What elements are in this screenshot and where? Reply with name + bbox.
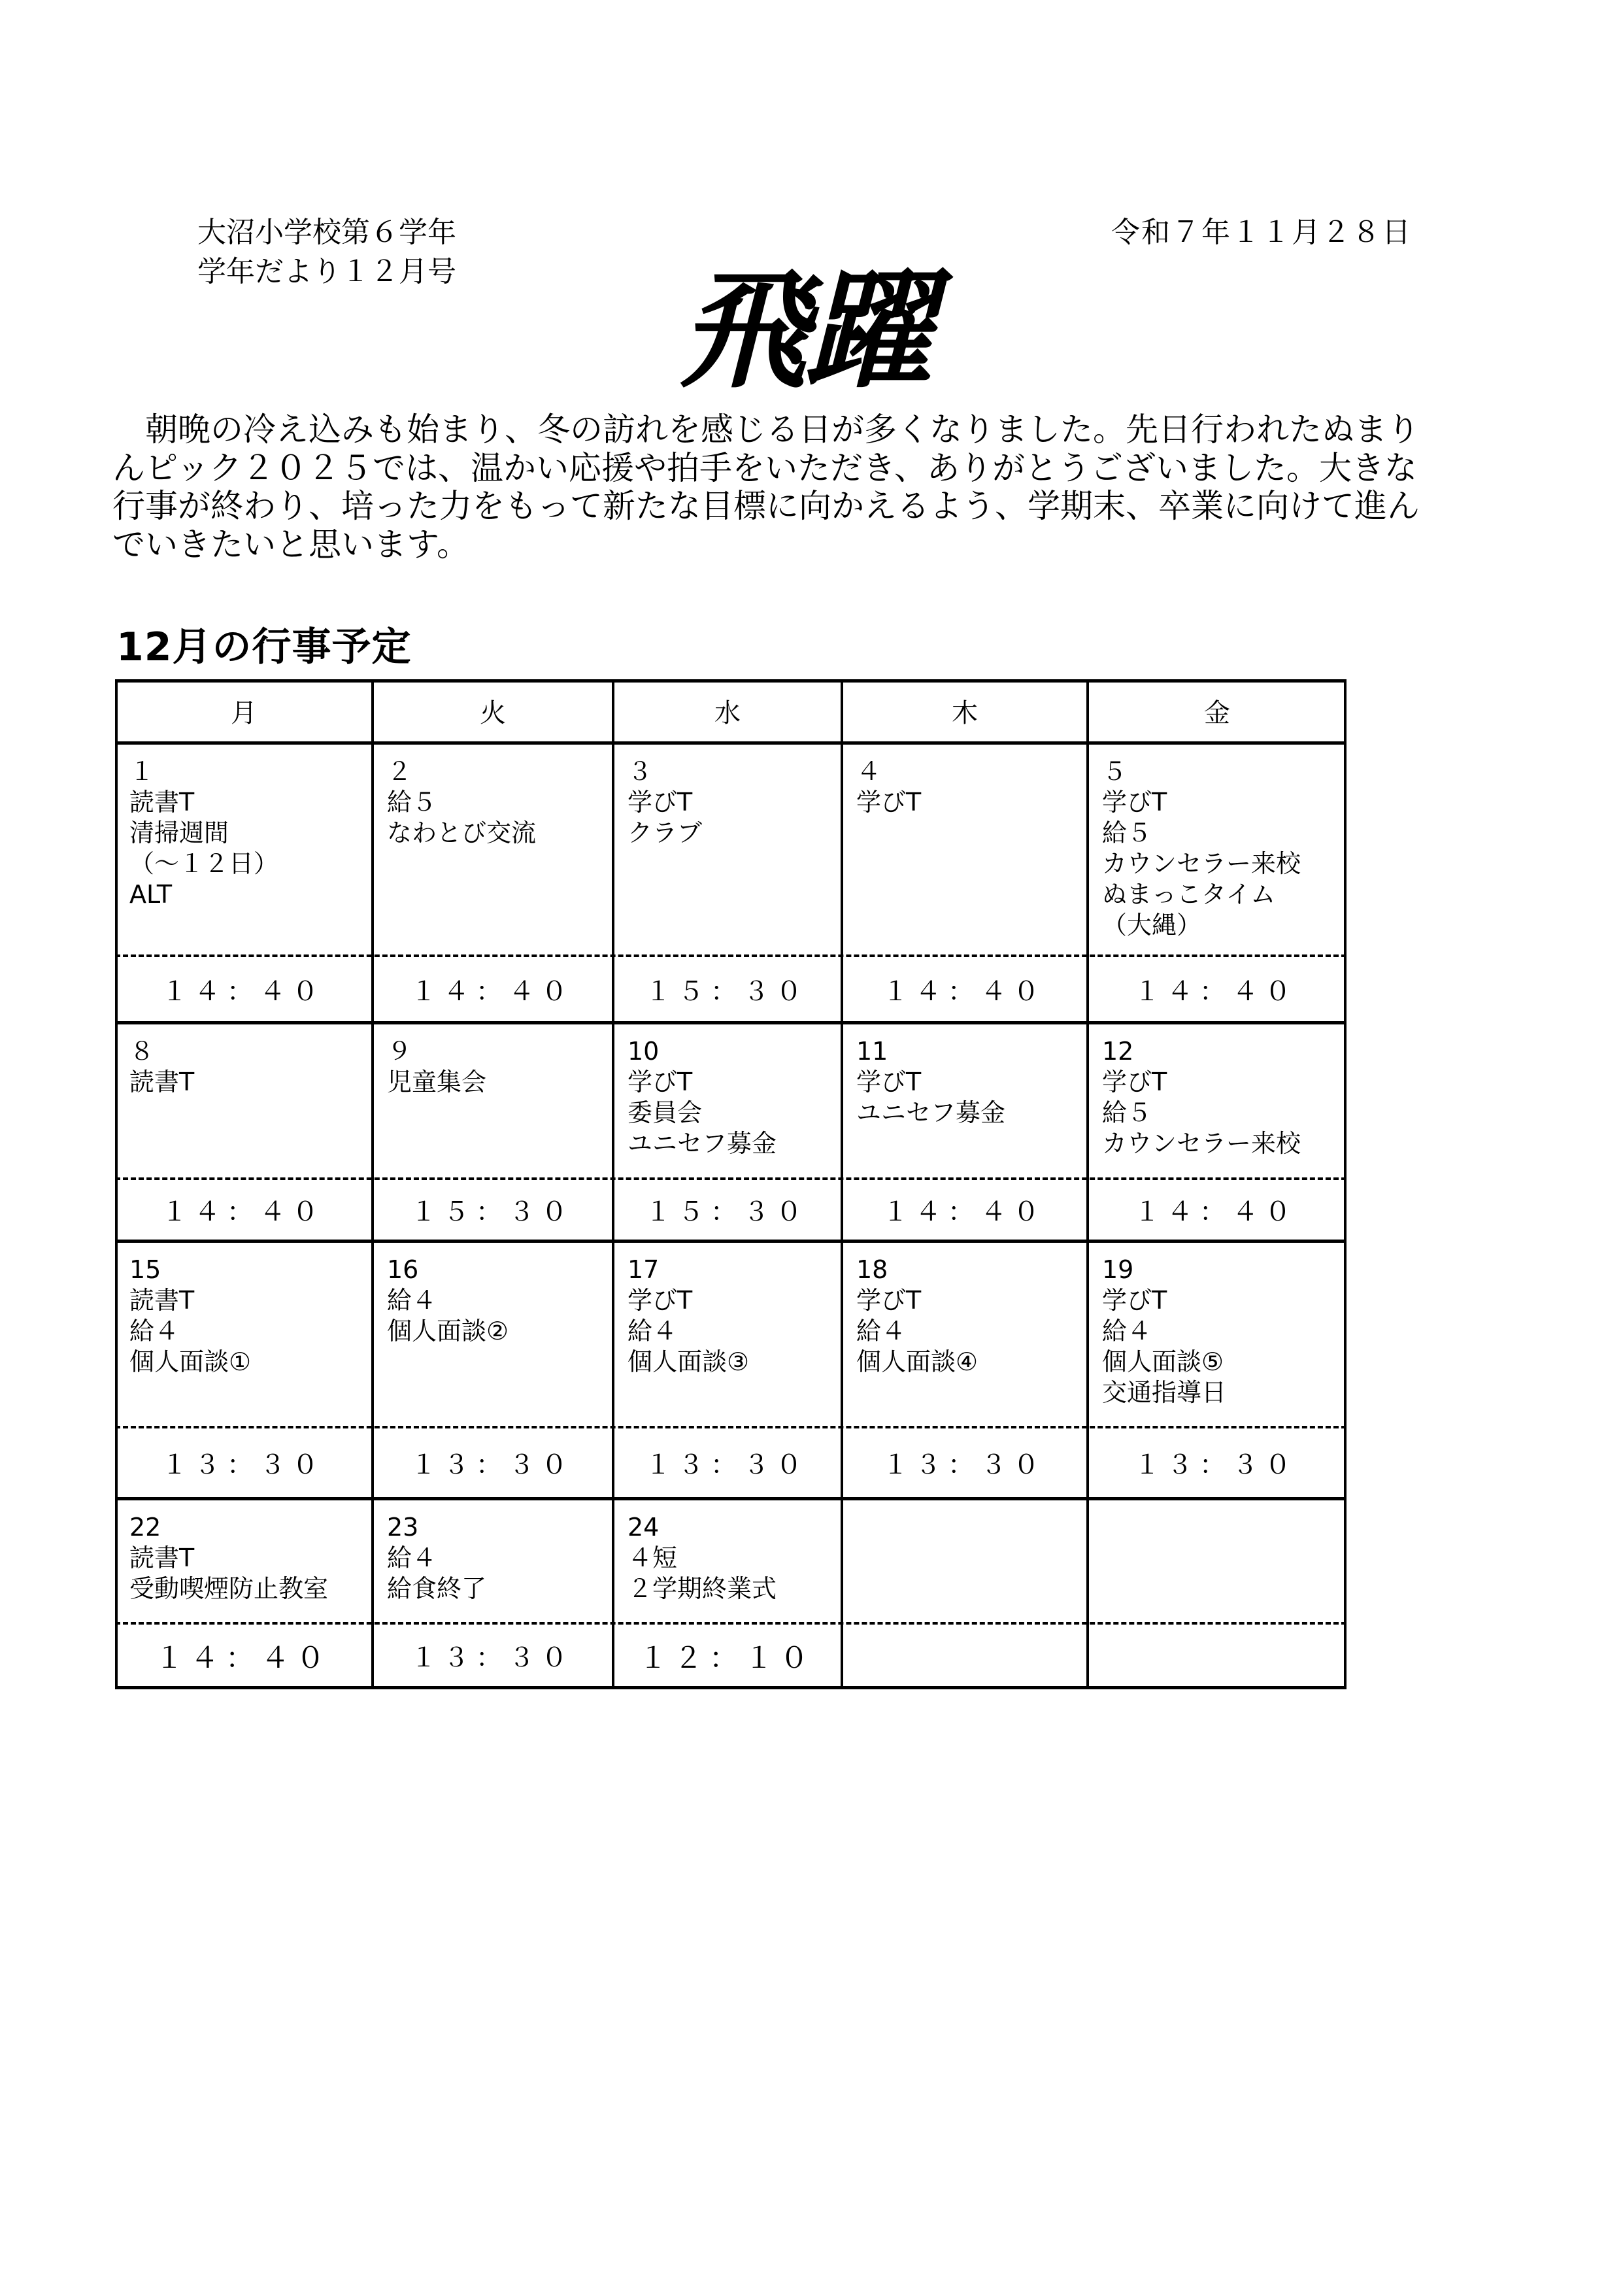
event-item: 読書T — [129, 1068, 195, 1096]
event-item: ALT — [129, 880, 173, 909]
event-item: 学びT — [627, 788, 693, 817]
table-border-top — [115, 679, 1347, 683]
dismissal-time: １４：４０ — [155, 1642, 331, 1675]
event-item: 学びT — [627, 1068, 693, 1096]
event-item: 給５ — [387, 788, 437, 817]
event-item: ２学期終業式 — [627, 1574, 777, 1603]
calendar-day-cell — [842, 1500, 1086, 1622]
dismissal-time: １５：３０ — [410, 1197, 574, 1227]
calendar-day-cell — [373, 745, 612, 954]
dismissal-time: １５：３０ — [645, 1197, 809, 1227]
day-number: 22 — [129, 1513, 161, 1542]
calendar-day-cell — [373, 1243, 612, 1426]
event-item: 清掃週間 — [129, 819, 229, 847]
schedule-heading: 12月の行事予定 — [116, 624, 412, 670]
schedule-table — [115, 679, 1347, 1689]
event-item: 交通指導日 — [1102, 1378, 1227, 1407]
calendar-day-cell — [373, 1500, 612, 1622]
event-item: 読書T — [129, 1544, 195, 1572]
weekday-header-wed: 水 — [714, 698, 741, 728]
day-number: 18 — [856, 1255, 888, 1284]
dismissal-time: １３：３０ — [410, 1450, 574, 1480]
day-number: 19 — [1102, 1255, 1134, 1284]
dismissal-time: １３：３０ — [1134, 1450, 1297, 1480]
calendar-day-cell — [842, 1243, 1086, 1426]
day-number: ３ — [627, 757, 653, 786]
event-item: 個人面談⑤ — [1102, 1347, 1224, 1376]
dismissal-time: １２：１０ — [639, 1642, 815, 1675]
event-item: 個人面談③ — [627, 1347, 750, 1376]
calendar-day-cell — [613, 745, 841, 954]
event-item: 学びT — [627, 1286, 693, 1315]
dismissal-time: １３：３０ — [645, 1450, 809, 1480]
event-item: 学びT — [856, 788, 922, 817]
day-number: ４ — [856, 757, 882, 786]
event-item: 読書T — [129, 788, 195, 817]
calendar-day-cell — [842, 745, 1086, 954]
calendar-day-cell — [1088, 1243, 1344, 1426]
day-number: 11 — [856, 1037, 888, 1066]
event-item: 給４ — [1102, 1317, 1152, 1345]
table-border-right — [1344, 679, 1347, 1689]
dismissal-time: １３：３０ — [410, 1642, 574, 1673]
event-item: 個人面談④ — [856, 1347, 979, 1376]
calendar-day-cell — [1088, 745, 1344, 954]
day-number: ２ — [387, 757, 412, 786]
dismissal-time: １４：４０ — [1134, 976, 1297, 1007]
event-item: 児童集会 — [387, 1068, 487, 1096]
day-number: ５ — [1102, 757, 1128, 786]
dismissal-time: １３：３０ — [882, 1450, 1046, 1480]
calendar-day-cell — [613, 1024, 841, 1177]
event-item: 給５ — [1102, 1098, 1152, 1127]
newsletter-title: 飛躍 — [679, 257, 928, 406]
day-number: 15 — [129, 1255, 161, 1284]
table-border-bottom — [115, 1686, 1347, 1689]
event-item: 委員会 — [627, 1098, 703, 1127]
event-item: 学びT — [1102, 1286, 1167, 1315]
day-number: 16 — [387, 1255, 419, 1284]
event-item: 学びT — [856, 1286, 922, 1315]
day-number: １ — [129, 757, 155, 786]
day-number: 17 — [627, 1255, 660, 1284]
calendar-day-cell — [613, 1500, 841, 1622]
calendar-day-cell — [613, 1243, 841, 1426]
dismissal-time: １４：４０ — [1134, 1197, 1297, 1227]
event-item: カウンセラー来校 — [1102, 1129, 1301, 1158]
event-item: ユニセフ募金 — [627, 1129, 777, 1158]
calendar-day-cell — [115, 1500, 371, 1622]
weekday-header-fri: 金 — [1204, 698, 1230, 728]
event-item: 学びT — [856, 1068, 922, 1096]
weekday-header-tue: 火 — [480, 698, 506, 728]
calendar-day-cell — [373, 1024, 612, 1177]
dismissal-time: １５：３０ — [645, 976, 809, 1007]
dismissal-time: １４：４０ — [161, 1197, 325, 1227]
event-item: 給４ — [856, 1317, 907, 1345]
dismissal-time: １４：４０ — [410, 976, 574, 1007]
calendar-day-cell — [115, 1243, 371, 1426]
calendar-day-cell — [115, 745, 371, 954]
issue-date: 令和７年１１月２８日 — [1111, 216, 1412, 249]
event-item: クラブ — [627, 819, 703, 847]
weekday-header-mon: 月 — [231, 698, 257, 728]
dismissal-time: １４：４０ — [161, 976, 325, 1007]
day-number: 23 — [387, 1513, 419, 1542]
dismissal-time — [1088, 1625, 1344, 1686]
weekday-header-thu: 木 — [952, 698, 978, 728]
calendar-day-cell — [1088, 1024, 1344, 1177]
day-number: ８ — [129, 1037, 155, 1066]
event-item: なわとび交流 — [387, 819, 537, 847]
dismissal-time — [842, 1625, 1086, 1686]
day-number: ９ — [387, 1037, 412, 1066]
day-number: 10 — [627, 1037, 660, 1066]
event-item: （～１２日） — [129, 849, 279, 878]
event-item: ぬまっこタイム — [1102, 880, 1276, 909]
dismissal-time: １４：４０ — [882, 976, 1046, 1007]
day-number: 12 — [1102, 1037, 1134, 1066]
calendar-day-cell — [115, 1024, 371, 1177]
event-item: 給４ — [387, 1544, 437, 1572]
event-item: 学びT — [1102, 788, 1167, 817]
calendar-day-cell — [1088, 1500, 1344, 1622]
event-item: ４短 — [627, 1544, 678, 1572]
event-item: 給食終了 — [387, 1574, 487, 1603]
event-item: ユニセフ募金 — [856, 1098, 1006, 1127]
event-item: 給４ — [129, 1317, 180, 1345]
event-item: 個人面談① — [129, 1347, 252, 1376]
newsletter-issuer — [197, 213, 456, 292]
event-item: 給４ — [387, 1286, 437, 1315]
event-item: カウンセラー来校 — [1102, 849, 1301, 878]
dismissal-time: １３：３０ — [161, 1450, 325, 1480]
intro-paragraph: 朝晩の冷え込みも始まり、冬の訪れを感じる日が多くなりました。先日行われたぬまりんピック２０２５では、温かい応援や拍手をいただき、ありがとうございました。大きな行事が終わり、培った力をもって新たな目標に向かえるよう、学期末、卒業に向けて進んでいきたいと思います。 — [112, 411, 1420, 564]
event-item: 読書T — [129, 1286, 195, 1315]
event-item: 給５ — [1102, 819, 1152, 847]
dismissal-time: １４：４０ — [882, 1197, 1046, 1227]
event-item: 受動喫煙防止教室 — [129, 1574, 329, 1603]
day-number: 24 — [627, 1513, 660, 1542]
event-item: （大縄） — [1102, 911, 1202, 939]
event-item: 学びT — [1102, 1068, 1167, 1096]
calendar-day-cell — [842, 1024, 1086, 1177]
event-item: 個人面談② — [387, 1317, 509, 1345]
school-name: 大沼小学校第６学年 — [197, 216, 456, 249]
issue-name: 学年だより１２月号 — [197, 255, 456, 288]
event-item: 給４ — [627, 1317, 678, 1345]
